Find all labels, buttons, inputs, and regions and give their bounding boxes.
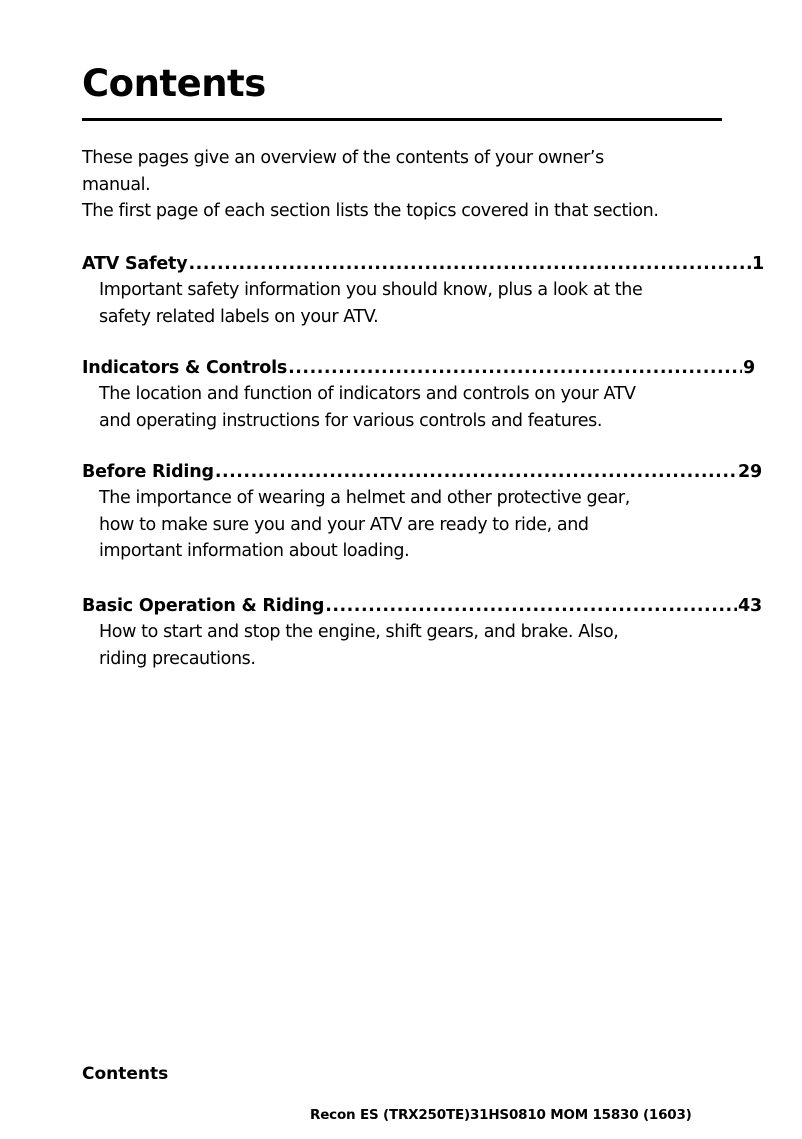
toc-page-number[interactable]: 43 <box>738 596 762 616</box>
toc-description: and operating instructions for various controls and features. <box>99 410 603 431</box>
intro-line: The first page of each section lists the topics covered in that section. <box>82 201 659 221</box>
toc-entry-indicators-controls[interactable] <box>82 355 755 434</box>
toc-label[interactable]: Indicators & Controls <box>82 358 288 378</box>
leader-dots <box>288 355 742 381</box>
toc-description: How to start and stop the engine, shift gears, and brake. Also, <box>99 622 619 642</box>
toc-description: important information about loading. <box>99 541 410 561</box>
toc-entry-before-riding[interactable] <box>82 459 762 565</box>
intro-text <box>82 145 722 225</box>
footer-section-name: Contents <box>82 1064 169 1084</box>
toc-entry-basic-operation[interactable] <box>82 593 762 672</box>
toc-label[interactable]: Before Riding <box>82 462 214 482</box>
toc-page-number[interactable]: 29 <box>738 462 762 482</box>
toc-description: Important safety information you should know, plus a look at the <box>99 280 643 300</box>
toc-page-number[interactable]: 9 <box>743 358 755 378</box>
intro-line: manual. <box>82 174 151 195</box>
toc-label[interactable]: Basic Operation & Riding <box>82 596 325 616</box>
leader-dots <box>325 593 737 619</box>
toc-description: riding precautions. <box>99 648 256 669</box>
toc-description: The importance of wearing a helmet and other protective gear, <box>99 488 630 508</box>
leader-dots <box>215 459 737 485</box>
title-rule <box>82 118 722 121</box>
toc-description: The location and function of indicators and controls on your ATV <box>99 384 636 404</box>
toc-page-number[interactable]: 1 <box>752 254 764 274</box>
leader-dots <box>188 251 751 277</box>
toc-label[interactable]: ATV Safety <box>82 254 188 274</box>
intro-line: These pages give an overview of the contents of your owner’s <box>82 148 604 168</box>
toc-description: safety related labels on your ATV. <box>99 306 379 327</box>
toc-description: how to make sure you and your ATV are ready to ride, and <box>99 514 589 535</box>
footer-document-code: Recon ES (TRX250TE)31HS0810 MOM 15830 (1603) <box>310 1107 692 1123</box>
page-title: Contents <box>82 62 266 105</box>
toc-entry-atv-safety[interactable] <box>82 251 764 330</box>
